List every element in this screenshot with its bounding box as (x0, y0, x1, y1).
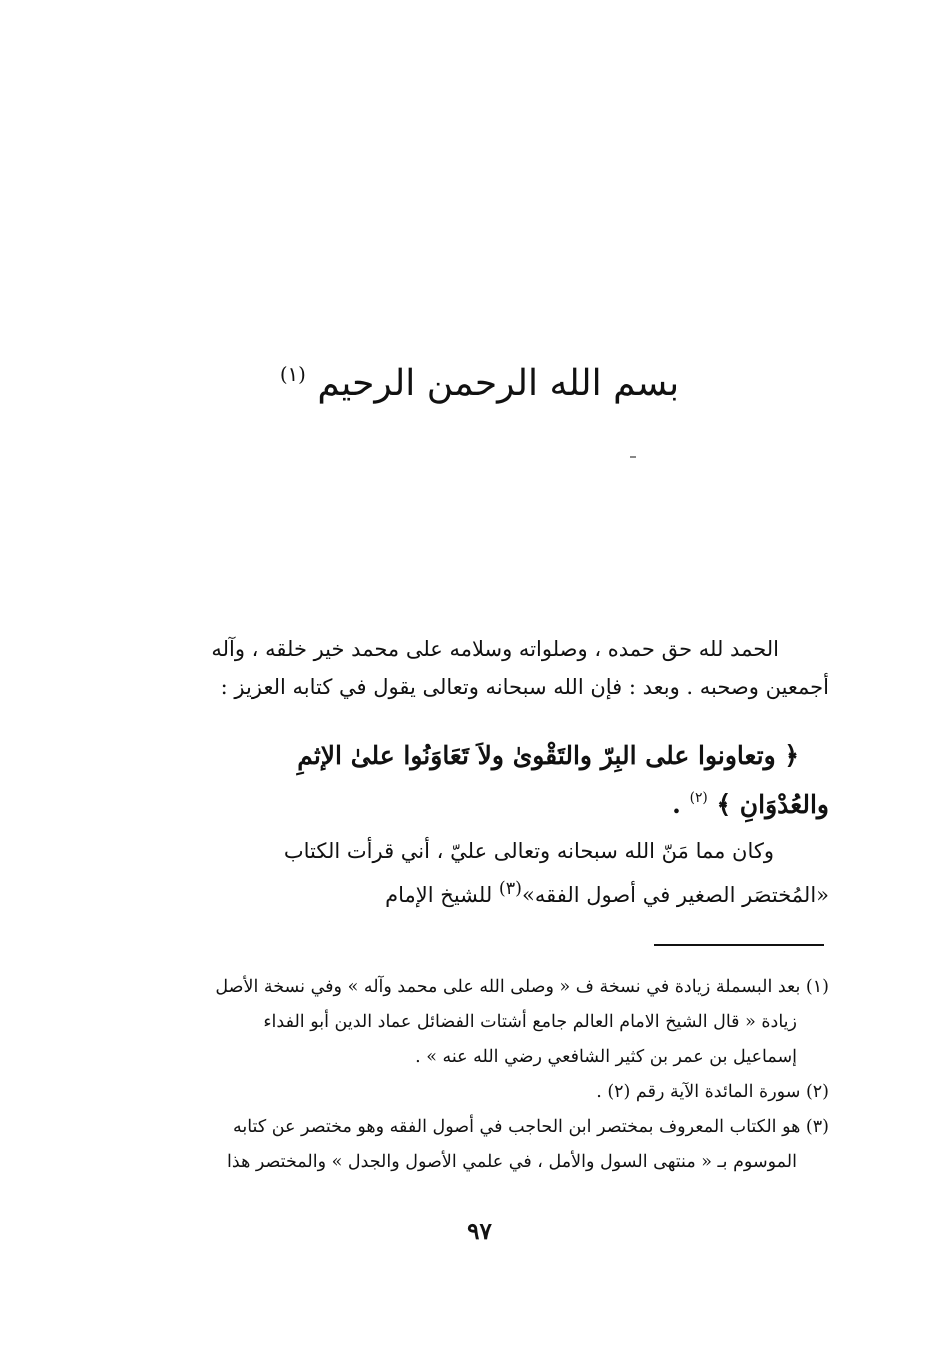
verse-terminal: . (672, 790, 690, 819)
footnote-line: زيادة « قال الشيخ الامام العالم جامع أشتات الفضائل عماد الدين أبو الفداء (263, 1012, 797, 1032)
paragraph-line: الحمد لله حق حمده ، وصلواته وسلامه على محمد خير خلقه ، وآله (211, 637, 779, 661)
second-paragraph (129, 832, 829, 914)
footnote-3 (129, 1110, 829, 1180)
footnote-ref-1: (١) (279, 363, 306, 386)
footnote-line: (١) بعد البسملة زيادة في نسخة ف « وصلى الله على محمد وآله » وفي نسخة الأصل (215, 977, 829, 997)
opening-paragraph (129, 630, 829, 706)
footnote-line: (٣) هو الكتاب المعروف بمختصر ابن الحاجب في أصول الفقه وهو مختصر عن كتابه (232, 1117, 829, 1137)
basmala-text: بسم الله الرحمن الرحيم (317, 362, 680, 404)
footnote-1 (129, 970, 829, 1075)
paragraph-line-tail: للشيخ الإمام (385, 883, 499, 907)
footnote-ref-3: (٣) (498, 879, 522, 899)
print-speck (630, 456, 636, 458)
footnote-separator (654, 944, 824, 946)
footnote-ref-2: (٢) (689, 790, 708, 806)
footnote-2 (129, 1075, 829, 1110)
paragraph-line: أجمعين وصحبه . وبعد : فإن الله سبحانه وتعالى يقول في كتابه العزيز : (220, 675, 829, 699)
footnotes (129, 970, 829, 1180)
page-number: ٩٧ (467, 1218, 492, 1245)
quran-verse (129, 735, 829, 826)
verse-line: والعُدْوَانِ ﴾ (716, 790, 829, 819)
footnote-line: (٢) سورة المائدة الآية رقم (٢) . (596, 1082, 829, 1102)
basmala-heading (0, 345, 949, 414)
verse-line: ﴿ وتعاونوا على البِرّ والتَقْوىٰ ولاَ تَعَاوَنُوا علىٰ الإثمِ (297, 741, 799, 770)
footnote-line: إسماعيل بن عمر بن كثير الشافعي رضي الله عنه » . (415, 1047, 797, 1067)
paragraph-line-with-ref (129, 870, 829, 914)
book-title: «المُختصَر الصغير في أصول الفقه» (521, 883, 829, 907)
paragraph-line: وكان مما مَنّ الله سبحانه وتعالى عليّ ، أني قرأت الكتاب (283, 839, 774, 863)
footnote-line: الموسوم بـ « منتهى السول والأمل ، في علمي الأصول والجدل » والمختصر هذا (227, 1152, 797, 1172)
verse-line-end (129, 777, 829, 826)
